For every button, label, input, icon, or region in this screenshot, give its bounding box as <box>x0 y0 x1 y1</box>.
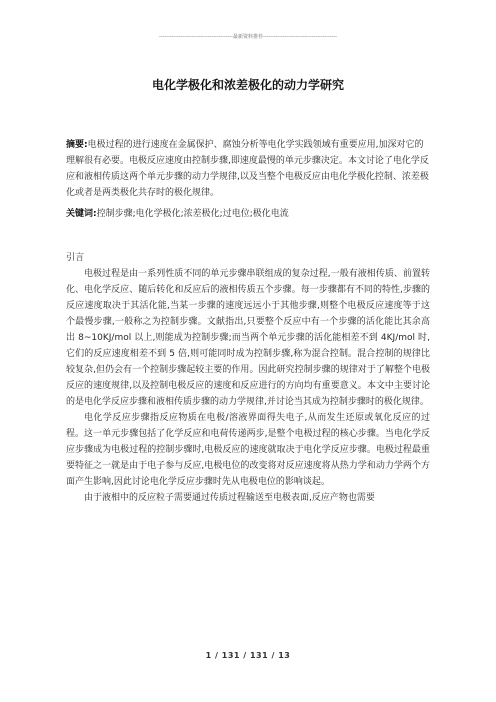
intro-body <box>66 266 430 506</box>
page-header: -----------------------------------------最新资料推荐----------------------------------------- <box>159 34 337 40</box>
page-number: 1 <box>205 651 212 660</box>
section-heading: 引言 <box>66 253 85 263</box>
abstract-text: 电极过程的进行速度在金属保护、腐蚀分析等电化学实践领域有重要应用,加深对它的理解很有必要。电极反应速度由控制步骤,即速度最慢的单元步骤决定。本文讨论了电化学反应和液相传质这两个单元步骤的动力学规律,以及当整个电极反应由电化学极化控制、浓差极化或者是两类极化共存时的极化规律。 <box>66 140 429 198</box>
keywords-label: 关键词: <box>66 209 97 219</box>
header-text: 最新资料推荐 <box>232 34 263 40</box>
page-footer: 1 / 131 / 131 / 13 <box>205 651 291 660</box>
keywords <box>66 206 430 222</box>
document-title: 电化学极化和浓差极化的动力学研究 <box>151 78 344 92</box>
abstract-label: 摘要: <box>66 140 88 150</box>
paragraph: 由于液相中的反应粒子需要通过传质过程输送至电极表面,反应产物也需要 <box>84 493 375 503</box>
paragraph: 电极过程是由一系列性质不同的单元步骤串联组成的复杂过程,一般有液相传质、前置转化、电化学反应、随后转化和反应后的液相传质五个步骤。每一步骤都有不同的特性,步骤的反应速度取决于其活化能,当某一步骤的速度远远小于其他步骤,则整个电极反应速度等于这个最慢步骤,一般称之为控制步骤。文献指出,只要整个反应中有一个步骤的活化能比其余高出 8~10KJ/mol 以上,则能成为控制步骤;而当两个单元步骤的活化能相差不到 4KJ/mol 时,它们的反应速度相差不到 5 倍,则可能同时成为控制步骤,称为混合控制。混合控制的规律比较复杂,但仍会有一个控制步骤起较主要的作用。因此研究控制步骤的规律对于了解整个电极反应的速度规律,以及控制电极反应的速度和反应进行的方向均有重要意义。本文中主要讨论的是电化学反应步骤和液相传质步骤的动力学规律,并讨论当其成为控制步骤时的极化规律。 <box>66 269 430 407</box>
keywords-text: 控制步骤;电化学极化;浓差极化;过电位;极化电流 <box>96 209 289 219</box>
abstract <box>66 137 430 201</box>
paragraph: 电化学反应步骤指反应物质在电极/溶液界面得失电子,从而发生还原或氧化反应的过程。这一单元步骤包括了化学反应和电荷传递两步,是整个电极过程的核心步骤。当电化学反应步骤成为电极过程的控制步骤时,电极反应的速度就取决于电化学反应步骤。电极过程最重要特征之一就是由于电子参与反应,电极电位的改变将对反应速度将从热力学和动力学两个方面产生影响,因此讨论电化学反应步骤时先从电极电位的影响谈起。 <box>66 413 430 487</box>
